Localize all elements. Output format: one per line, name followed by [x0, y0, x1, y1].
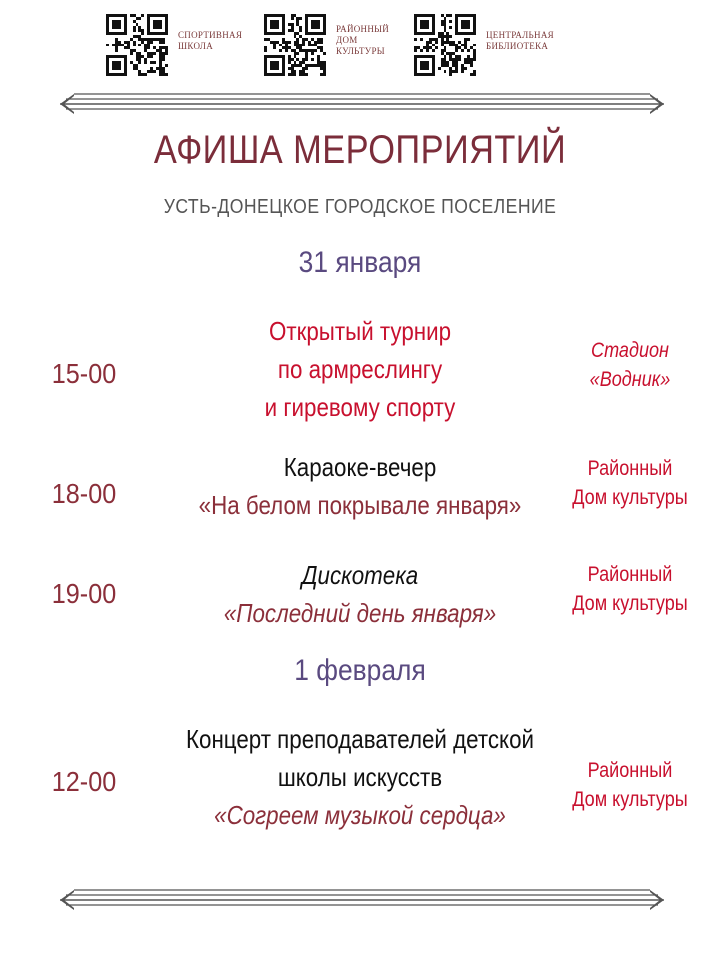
place-line: Дом культуры	[572, 592, 688, 615]
page-title: АФИША МЕРОПРИЯТИЙ	[153, 128, 567, 172]
qr-code-icon	[106, 14, 168, 76]
place-line: Районный	[587, 563, 673, 586]
event-place	[560, 756, 700, 814]
qr-culture-house	[264, 14, 416, 76]
event-line: Открытый турнир	[268, 316, 452, 346]
qr-label: РАЙОННЫЙ ДОМ КУЛЬТУРЫ	[336, 24, 390, 56]
place-line: Дом культуры	[572, 486, 688, 509]
qr-sport-school	[106, 14, 258, 76]
qr-label: ЦЕНТРАЛЬНАЯ БИБЛИОТЕКА	[486, 30, 554, 51]
event-time: 15-00	[51, 358, 117, 389]
event-line: «Согреем музыкой сердца»	[214, 800, 506, 830]
place-line: Районный	[587, 759, 673, 782]
event-line: Концерт преподавателей детской	[185, 724, 535, 754]
event-place	[560, 336, 700, 394]
event-description	[140, 312, 580, 426]
place-line: Районный	[587, 457, 673, 480]
event-description	[140, 556, 580, 632]
event-time: 18-00	[51, 478, 117, 509]
event-time: 19-00	[51, 578, 117, 609]
event-line: Дискотека	[301, 560, 419, 590]
qr-codes-row	[0, 14, 720, 80]
qr-code-icon	[414, 14, 476, 76]
event-line: и гиревому спорту	[264, 392, 456, 422]
event-description	[140, 448, 580, 524]
event-description	[140, 720, 580, 834]
date-heading: 1 февраля	[294, 654, 426, 687]
qr-library	[414, 14, 566, 76]
page-subtitle: УСТЬ-ДОНЕЦКОЕ ГОРОДСКОЕ ПОСЕЛЕНИЕ	[163, 196, 557, 218]
bottom-divider	[60, 886, 664, 910]
event-line: по армреслингу	[277, 354, 443, 384]
event-line: школы искусств	[277, 762, 443, 792]
qr-label: СПОРТИВНАЯ ШКОЛА	[178, 30, 243, 51]
event-time: 12-00	[51, 766, 117, 797]
date-heading: 31 января	[298, 246, 422, 279]
place-line: Стадион	[591, 339, 669, 362]
event-line: «На белом покрывале января»	[198, 490, 522, 520]
event-line: «Последний день января»	[223, 598, 497, 628]
place-line: «Водник»	[589, 368, 671, 391]
event-place	[560, 560, 700, 618]
event-line: Караоке-вечер	[283, 452, 437, 482]
place-line: Дом культуры	[572, 788, 688, 811]
event-place	[560, 454, 700, 512]
qr-code-icon	[264, 14, 326, 76]
top-divider	[60, 90, 664, 114]
